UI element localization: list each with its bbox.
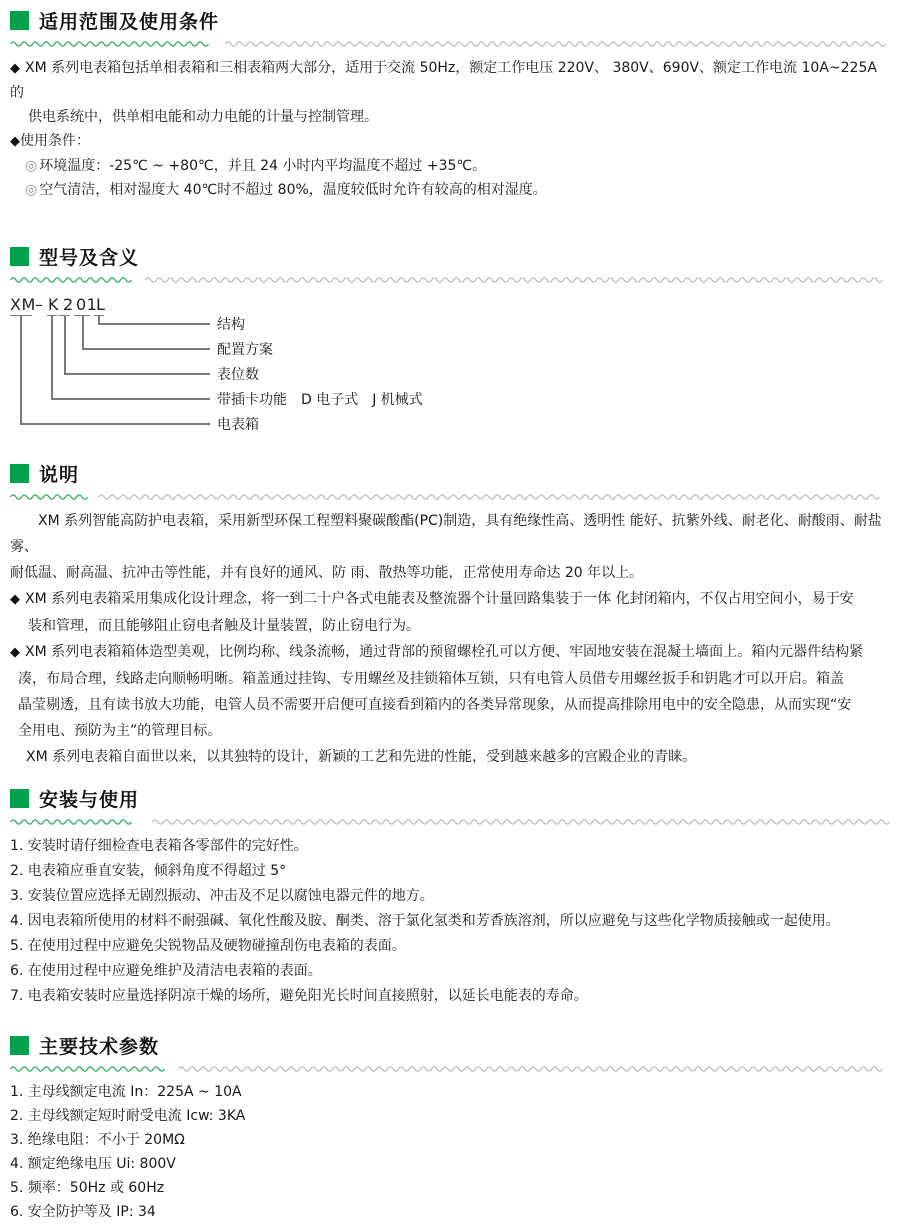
section-title: 主要技术参数: [39, 1035, 160, 1058]
section-install: [10, 786, 890, 1009]
wavy-divider: [10, 1063, 890, 1072]
paragraph-text: XM 系列电表箱箱体造型美观，比例均称、线条流畅，通过背部的预留螺栓孔可以方便、牢固地安装在混凝土墙面上。箱内元器件结构紧: [25, 644, 864, 660]
model-label: 结构: [217, 317, 245, 333]
wavy-divider-gray: [178, 1064, 890, 1072]
model-connector-horizontal: [98, 323, 210, 325]
wavy-divider-gray: [98, 492, 890, 500]
list-item: 2. 主母线额定短时耐受电流 Icw: 3KA: [10, 1108, 246, 1124]
section-model: [10, 244, 890, 447]
section-marker-icon: [10, 789, 29, 808]
section-description: [10, 461, 890, 770]
list-item: 1. 主母线额定电流 In：225A ~ 10A: [10, 1084, 242, 1100]
list-item: 4. 因电表箱所使用的材料不耐强碱、氧化性酸及胺、酮类、溶于氯化氢类和芳香族溶剂，所以应避免与这些化学物质接触或一起使用。: [10, 913, 840, 929]
model-label: 带插卡功能 D 电子式 J 机械式: [217, 392, 423, 408]
paragraph-line: [10, 154, 890, 178]
wavy-divider-green: [10, 1064, 168, 1072]
wavy-divider: [10, 38, 890, 47]
list-item: 5. 在使用过程中应避免尖锐物品及硬物碰撞刮伤电表箱的表面。: [10, 938, 406, 954]
wavy-divider: [10, 274, 890, 283]
section-title: 安装与使用: [39, 788, 140, 811]
section-title: 适用范围及使用条件: [39, 10, 220, 33]
model-label: 表位数: [217, 367, 259, 383]
section-marker-icon: [10, 247, 29, 266]
section-install-heading: [10, 786, 890, 810]
paragraph-line: [10, 56, 890, 105]
section-model-heading: [10, 244, 890, 268]
wavy-divider-gray: [225, 39, 890, 47]
paragraph-line: XM 系列电表箱自面世以来，以其独特的设计，新颖的工艺和先进的性能，受到越来越多的宫殿企业的青睐。: [26, 749, 697, 765]
paragraph-line: 装和管理，而且能够阻止窃电者触及计量装置，防止窃电行为。: [28, 618, 420, 634]
paragraph-line: 耐低温、耐高温、抗冲击等性能，并有良好的通风、防 雨、散热等功能，正常使用寿命达 20 年以上。: [10, 565, 644, 581]
ring-bullet-icon: ◎: [25, 158, 38, 174]
paragraph-text: 环境温度：-25℃ ~ +80℃，并且 24 小时内平均温度不超过 +35℃。: [39, 158, 487, 174]
diamond-bullet-icon: ◆: [10, 134, 20, 149]
wavy-divider-green: [10, 492, 88, 500]
list-item: 6. 在使用过程中应避免维护及清洁电表箱的表面。: [10, 963, 322, 979]
list-item: 2. 电表箱应垂直安装，倾斜角度不得超过 5°: [10, 863, 287, 879]
model-connector-horizontal: [64, 373, 210, 375]
model-connector-vertical: [64, 316, 66, 374]
paragraph-line: XM 系列智能高防护电表箱，采用新型环保工程塑料聚碳酸酯(PC)制造，具有绝缘性高、透明性 能好、抗紫外线、耐老化、耐酸雨、耐盐雾、: [10, 513, 882, 555]
wavy-divider-green: [10, 817, 142, 825]
section-title: 说明: [39, 463, 80, 486]
paragraph-line: 凑，布局合理，线路走向顺畅明晰。箱盖通过挂钩、专用螺丝及挂锁箱体互锁，只有电管人员借专用螺丝扳手和钥匙才可以开启。箱盖: [18, 671, 844, 687]
model-code-part: L: [96, 295, 106, 314]
list-item: 7. 电表箱安装时应量选择阴凉干燥的场所，避免阳光长时间直接照射，以延长电能表的寿命。: [10, 988, 588, 1004]
paragraph-text: 空气清洁，相对湿度大 40℃时不超过 80%，温度较低时允许有较高的相对湿度。: [39, 182, 547, 198]
section-marker-icon: [10, 1036, 29, 1055]
section-title: 型号及含义: [39, 246, 140, 269]
model-connector-vertical: [51, 316, 53, 399]
section-install-body: [10, 834, 890, 1009]
wavy-divider-gray: [145, 275, 890, 283]
list-item: 5. 频率：50Hz 或 60Hz: [10, 1180, 165, 1196]
wavy-divider: [10, 816, 890, 825]
section-specs-heading: [10, 1033, 890, 1057]
model-label: 电表箱: [217, 417, 259, 433]
model-code-part: K: [48, 295, 59, 314]
wavy-divider-green: [10, 275, 135, 283]
section-specs-body: [10, 1080, 890, 1224]
wavy-divider-gray: [152, 817, 890, 825]
model-connector-horizontal: [51, 398, 210, 400]
section-scope-heading: [10, 8, 890, 32]
model-label: 配置方案: [217, 342, 273, 358]
diamond-bullet-icon: ◆: [10, 61, 20, 76]
model-connector-horizontal: [20, 423, 210, 425]
wavy-divider: [10, 491, 890, 500]
model-connector-horizontal: [82, 348, 210, 350]
wavy-divider-green: [10, 39, 215, 47]
list-item: 4. 额定绝缘电压 Ui: 800V: [10, 1156, 176, 1172]
paragraph-line: [10, 639, 890, 666]
paragraph-text: XM 系列电表箱包括单相表箱和三相表箱两大部分，适用于交流 50Hz，额定工作电压 220V、 380V、690V、额定工作电流 10A~225A 的: [10, 60, 877, 101]
paragraph-text: 使用条件：: [20, 133, 90, 149]
section-marker-icon: [10, 11, 29, 30]
paragraph-line: [10, 178, 890, 202]
list-item: 6. 安全防护等及 IP: 34: [10, 1204, 156, 1220]
paragraph-line: 晶莹剔透，且有读书放大功能，电管人员不需要开启便可直接看到箱内的各类异常现象，从而提高排除用电中的安全隐患，从而实现“安: [18, 697, 852, 713]
section-description-body: [10, 508, 890, 770]
model-code-diagram: [10, 295, 890, 447]
list-item: 3. 绝缘电阻：不小于 20MΩ: [10, 1132, 185, 1148]
model-code-part: 01: [76, 295, 98, 314]
ring-bullet-icon: ◎: [25, 182, 38, 198]
section-description-heading: [10, 461, 890, 485]
model-connector-vertical: [82, 316, 84, 349]
section-specs: [10, 1033, 890, 1224]
section-scope: [10, 8, 890, 202]
model-code-part: XM: [10, 295, 36, 314]
paragraph-line: 供电系统中，供单相电能和动力电能的计量与控制管理。: [28, 109, 378, 125]
paragraph-line: [10, 129, 890, 154]
list-item: 3. 安装位置应选择无剧烈振动、冲击及不足以腐蚀电器元件的地方。: [10, 888, 434, 904]
paragraph-line: 全用电、预防为主”的管理目标。: [18, 723, 222, 739]
section-scope-body: [10, 56, 890, 202]
diamond-bullet-icon: ◆: [10, 592, 20, 607]
model-connector-vertical: [20, 316, 22, 424]
paragraph-line: [10, 586, 890, 613]
diamond-bullet-icon: ◆: [10, 645, 20, 660]
model-code-part: –: [35, 295, 44, 314]
paragraph-text: XM 系列电表箱采用集成化设计理念，将一到二十户各式电能表及整流器个计量回路集装于一体 化封闭箱内，不仅占用空间小，易于安: [25, 591, 854, 607]
model-code-part: 2: [63, 295, 74, 314]
list-item: 1. 安装时请仔细检查电表箱各零部件的完好性。: [10, 838, 308, 854]
section-marker-icon: [10, 464, 29, 483]
